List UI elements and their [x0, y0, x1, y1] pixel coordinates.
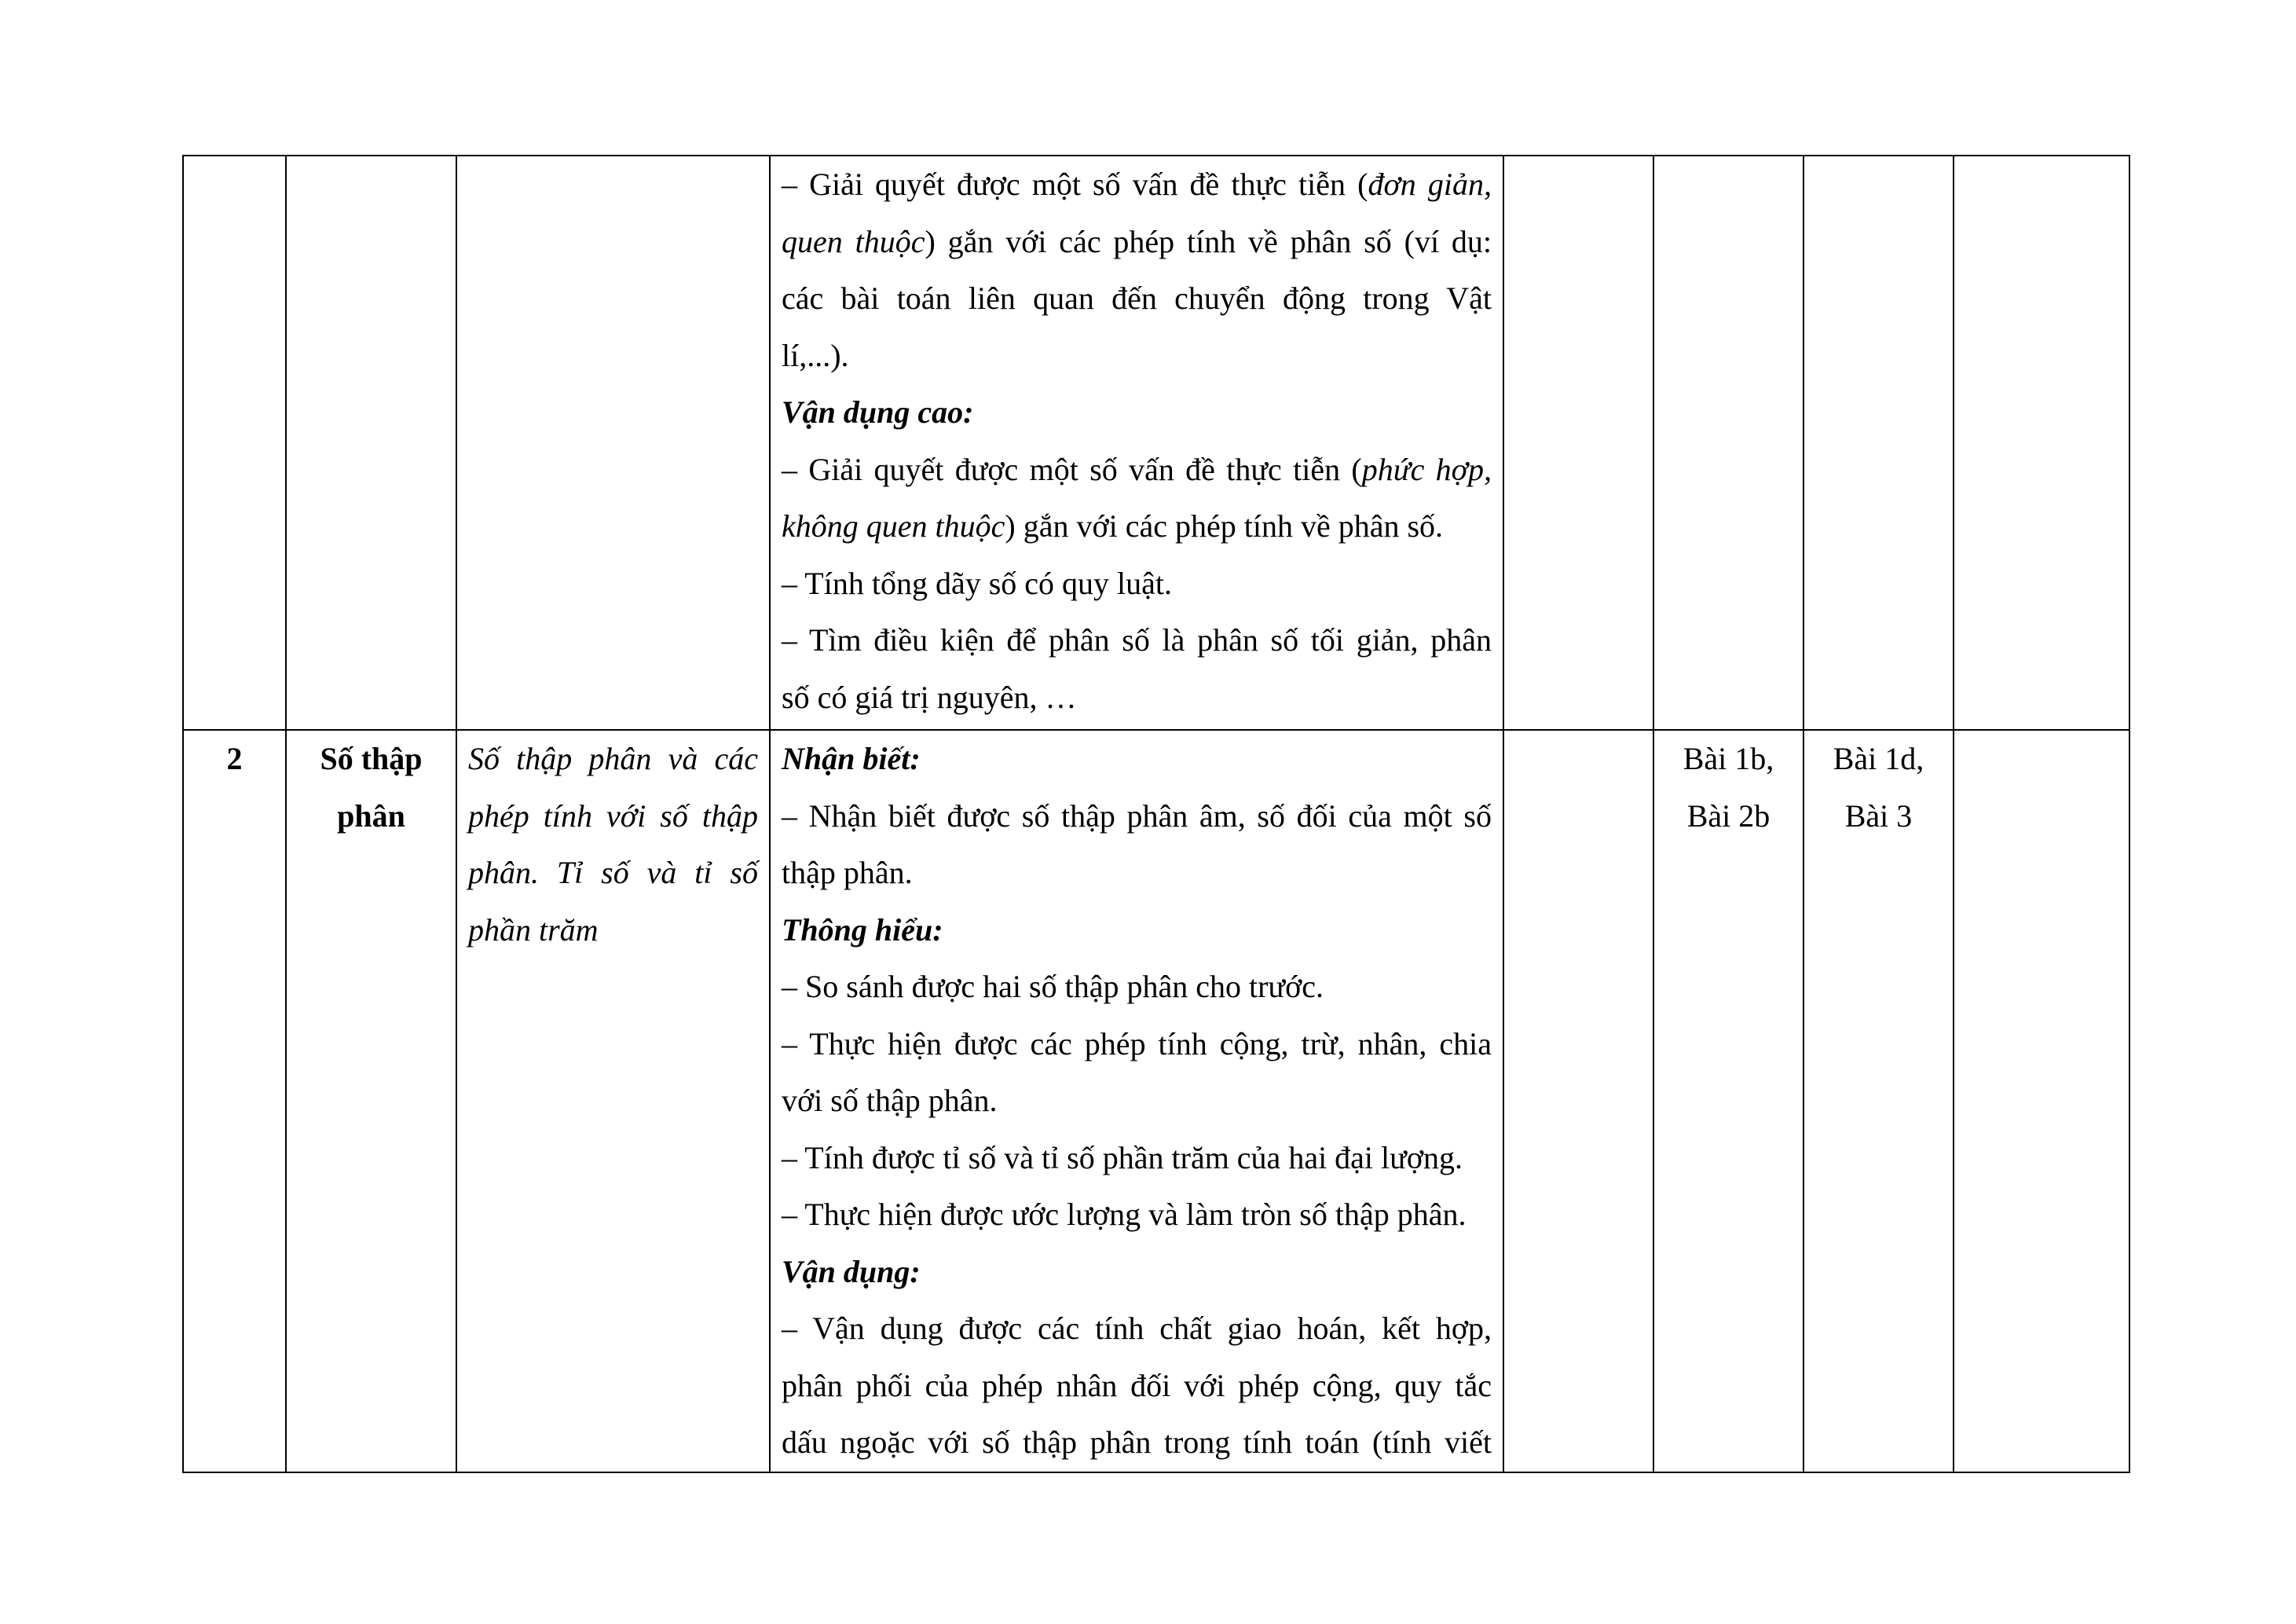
- level-heading: Vận dụng:: [782, 1253, 921, 1289]
- description-line: [782, 1186, 1492, 1244]
- level-heading: Vận dụng cao:: [782, 394, 974, 430]
- italic-text: phức hợp,: [1361, 451, 1492, 487]
- text-segment: – Thực hiện được các phép tính cộng, trừ, nhân, chia: [782, 1025, 1492, 1061]
- description-line: [782, 788, 1492, 845]
- description-line: [782, 214, 1492, 271]
- text-segment: ) gắn với các phép tính về phân số (ví dụ:: [925, 223, 1492, 259]
- text-segment: dấu ngoặc với số thập phân trong tính toán (tính viết: [782, 1424, 1492, 1460]
- cell-unit: Số thập phân và các phép tính với số thập phân. Tỉ số và tỉ số phần trăm: [456, 730, 770, 1472]
- cell-comprehension: [1653, 730, 1803, 1472]
- description-line: [782, 1300, 1492, 1358]
- text-segment: các bài toán liên quan đến chuyển động trong Vật: [782, 280, 1492, 316]
- table-row: [183, 730, 2129, 1472]
- question-ref: Bài 1b,: [1683, 741, 1774, 776]
- text-segment: – Vận dụng được các tính chất giao hoán, kết hợp,: [782, 1311, 1492, 1346]
- text-segment: – Giải quyết được một số vấn đề thực tiễn (: [782, 167, 1368, 202]
- italic-text: không quen thuộc: [782, 508, 1005, 544]
- table-row: [183, 156, 2129, 730]
- text-segment: số có giá trị nguyên, …: [782, 679, 1077, 715]
- cell-comprehension: [1653, 156, 1803, 730]
- text-segment: – Nhận biết được số thập phân âm, số đối của một số: [782, 797, 1492, 834]
- italic-text: quen thuộc: [782, 223, 925, 259]
- cell-index: [183, 156, 286, 730]
- text-segment: – Thực hiện được ước lượng và làm tròn số thập phân.: [782, 1197, 1467, 1232]
- description-line: [782, 612, 1492, 669]
- cell-topic: [286, 730, 456, 1472]
- text-segment: – So sánh được hai số thập phân cho trước.: [782, 969, 1324, 1004]
- assessment-matrix-table: [182, 155, 2130, 1473]
- text-segment: – Tính tổng dãy số có quy luật.: [782, 565, 1172, 601]
- cell-unit: [456, 156, 770, 730]
- question-ref: Bài 3: [1844, 797, 1913, 834]
- text-segment: – Giải quyết được một số vấn đề thực tiễn (: [782, 451, 1362, 487]
- description-line: [782, 959, 1492, 1016]
- cell-advanced-application: [1954, 156, 2129, 730]
- description-line: [782, 555, 1492, 613]
- level-heading: Nhận biết:: [782, 741, 921, 776]
- description-line: [782, 328, 1492, 385]
- question-ref: Bài 2b: [1686, 797, 1771, 834]
- cell-description: [770, 730, 1503, 1472]
- description-line: [782, 270, 1492, 328]
- cell-topic: [286, 156, 456, 730]
- question-ref: Bài 1d,: [1833, 741, 1924, 776]
- text-segment: phân phối của phép nhân đối với phép cộng, quy tắc: [782, 1367, 1492, 1403]
- text-segment: – Tìm điều kiện để phân số là phân số tối giản, phân: [782, 622, 1492, 658]
- text-segment: – Tính được tỉ số và tỉ số phần trăm của hai đại lượng.: [782, 1139, 1463, 1175]
- description-line: [782, 1072, 1492, 1130]
- topic-line: Số thập: [320, 741, 423, 776]
- cell-application: [1803, 730, 1954, 1472]
- text-segment: lí,...).: [782, 337, 849, 373]
- description-line: [782, 442, 1492, 499]
- text-segment: với số thập phân.: [782, 1083, 998, 1118]
- text-segment: thập phân.: [782, 855, 913, 890]
- description-line: [782, 1414, 1492, 1472]
- description-line: [782, 498, 1492, 555]
- cell-recognition: [1503, 730, 1653, 1472]
- description-line: [782, 669, 1492, 727]
- cell-index: 2: [183, 730, 286, 1472]
- cell-recognition: [1503, 156, 1653, 730]
- description-line: [782, 845, 1492, 902]
- text-segment: ) gắn với các phép tính về phân số.: [1005, 508, 1444, 544]
- level-heading: Thông hiểu:: [782, 911, 943, 948]
- description-line: [782, 1130, 1492, 1187]
- description-line: [782, 1016, 1492, 1073]
- description-line: [782, 156, 1492, 214]
- cell-description: [770, 156, 1503, 730]
- cell-advanced-application: [1954, 730, 2129, 1472]
- description-line: [782, 1358, 1492, 1415]
- topic-line: phân: [337, 797, 405, 834]
- cell-application: [1803, 156, 1954, 730]
- italic-text: đơn giản,: [1368, 167, 1492, 202]
